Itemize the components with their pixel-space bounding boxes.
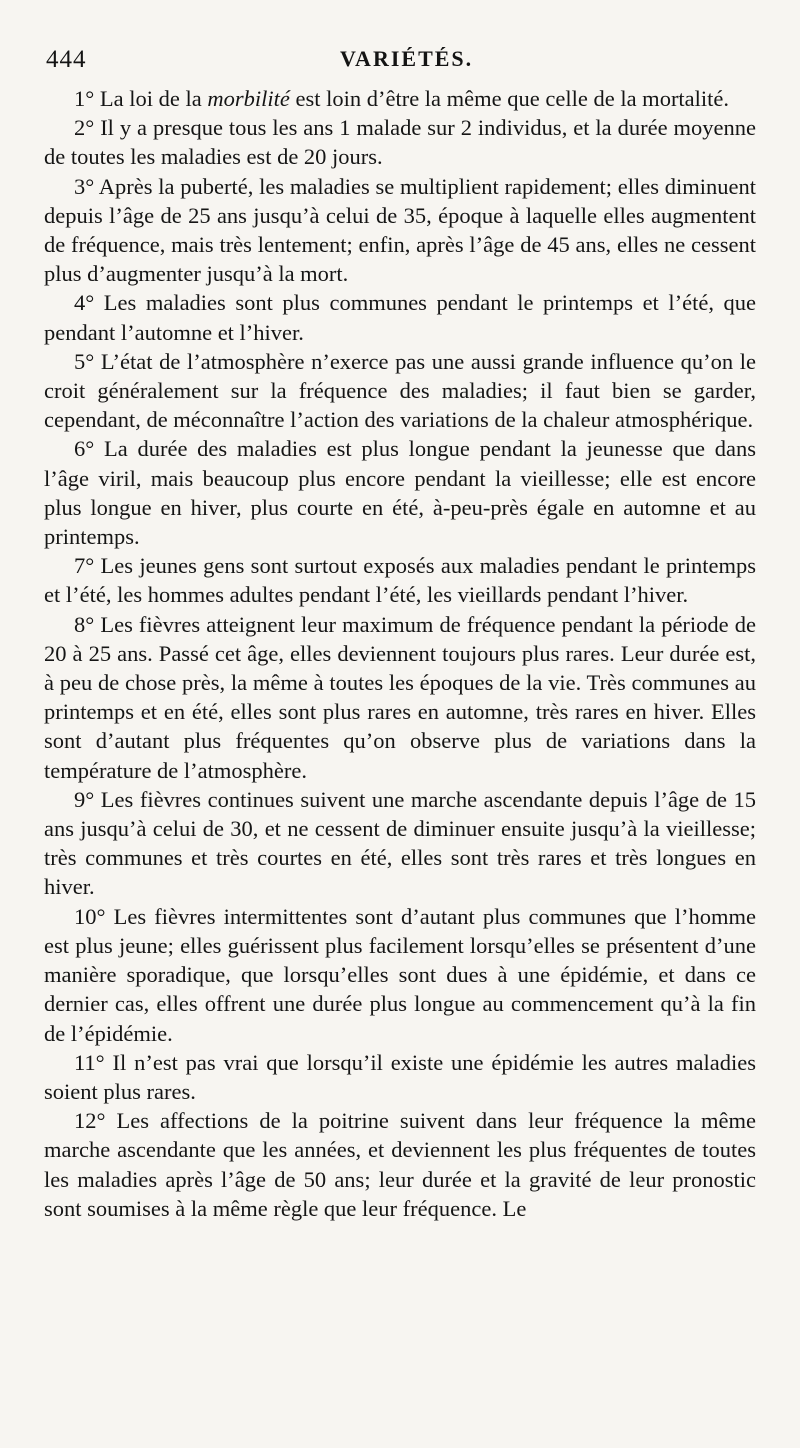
paragraph-11 bbox=[44, 1048, 756, 1106]
paragraph-text: Les jeunes gens sont surtout exposés aux maladies pendant le printemps et l’été, les hommes adultes pendant l’été, les vieillards pendant l’hiver. bbox=[44, 553, 756, 608]
paragraph-text: La loi de la bbox=[94, 86, 208, 111]
paragraph-text: Après la puberté, les maladies se multiplient rapidement; elles diminuent depuis l’âge de 25 ans jusqu’à celui de 35, époque à laquelle elles augmentent de fréquence, mais très lentement; enfin, après l’âge de 45 ans, elles ne cessent plus d’augmenter jusqu’à la mort. bbox=[44, 173, 756, 287]
body-text bbox=[44, 84, 756, 1223]
paragraph-text: Il y a presque tous les ans 1 malade sur 2 individus, et la durée moyenne de toutes les maladies est de 20 jours. bbox=[44, 115, 756, 170]
paragraph-text: est loin d’être la même que celle de la mortalité. bbox=[289, 86, 730, 111]
paragraph-text: Les affections de la poitrine suivent dans leur fréquence la même marche ascendante que les années, et deviennent les plus fréquentes de toutes les maladies après l’âge de 50 ans; leur durée et la gravité de leur pronostic sont soumises à la même règle que leur fréquence. Le bbox=[44, 1108, 756, 1221]
paragraph-3 bbox=[44, 172, 756, 289]
paragraph-text: Les fièvres atteignent leur maximum de fréquence pendant la période de 20 à 25 ans. Passé cet âge, elles deviennent toujours plus rares. Leur durée est, à peu de chose près, la même à toutes les époques de la vie. Très communes au printemps et en été, elles sont plus rares en automne, très rares en hiver. Elles sont d’autant plus fréquentes qu’on observe plus de variations dans la température de l’atmosphère. bbox=[44, 611, 756, 783]
paragraph-12 bbox=[44, 1106, 756, 1223]
paragraph-number: 7° bbox=[74, 553, 95, 579]
running-head: VARIÉTÉS. bbox=[340, 46, 474, 71]
paragraph-5 bbox=[44, 347, 756, 435]
paragraph-number: 6° bbox=[74, 436, 95, 462]
paragraph-7 bbox=[44, 551, 756, 609]
paragraph-6 bbox=[44, 434, 756, 551]
paragraph-text: Il n’est pas vrai que lorsqu’il existe une épidémie les autres maladies soient plus rares. bbox=[44, 1049, 756, 1104]
paragraph-text: L’état de l’atmosphère n’exerce pas une aussi grande influence qu’on le croit généralement sur la fréquence des maladies; il faut bien se garder, cependant, de méconnaître l’action des variations de la chaleur atmosphérique. bbox=[44, 348, 756, 433]
paragraph-9 bbox=[44, 785, 756, 902]
paragraph-number: 2° bbox=[74, 115, 95, 141]
page-header bbox=[40, 42, 760, 76]
paragraph-text: Les fièvres intermittentes sont d’autant plus communes que l’homme est plus jeune; elles guérissent plus facilement lorsqu’elles se présentent d’une manière sporadique, que lorsqu’elles sont dues à une épidémie, et dans ce dernier cas, elles offrent une durée plus longue au commencement qu’à la fin de l’épidémie. bbox=[44, 903, 756, 1046]
paragraph-1 bbox=[44, 84, 756, 113]
paragraph-number: 1° bbox=[74, 86, 95, 111]
paragraph-number: 9° bbox=[74, 786, 95, 812]
paragraph-8 bbox=[44, 610, 756, 785]
paragraph-2 bbox=[44, 113, 756, 171]
paragraph-number: 3° bbox=[74, 173, 95, 199]
paragraph-number: 8° bbox=[74, 611, 95, 637]
paragraph-number: 10° bbox=[74, 903, 106, 929]
paragraph-number: 5° bbox=[74, 348, 95, 374]
page-number: 444 bbox=[46, 46, 87, 73]
paragraph-4 bbox=[44, 288, 756, 346]
paragraph-text: Les fièvres continues suivent une marche ascendante depuis l’âge de 15 ans jusqu’à celui de 30, et ne cessent de diminuer ensuite jusqu’à la vieillesse; très communes et très courtes en été, elles sont très rares et très longues en hiver. bbox=[44, 786, 756, 900]
paragraph-text: Les maladies sont plus communes pendant le printemps et l’été, que pendant l’automne et l’hiver. bbox=[44, 290, 756, 345]
paragraph-10 bbox=[44, 902, 756, 1048]
paragraph-number: 12° bbox=[74, 1108, 106, 1134]
emphasized-term: morbilité bbox=[207, 86, 290, 111]
paragraph-number: 11° bbox=[74, 1049, 105, 1075]
paragraph-number: 4° bbox=[74, 290, 95, 316]
paragraph-text: La durée des maladies est plus longue pendant la jeunesse que dans l’âge viril, mais beaucoup plus encore pendant la vieillesse; elle est encore plus longue en hiver, plus courte en été, à-peu-près égale en automne et au printemps. bbox=[44, 436, 756, 550]
